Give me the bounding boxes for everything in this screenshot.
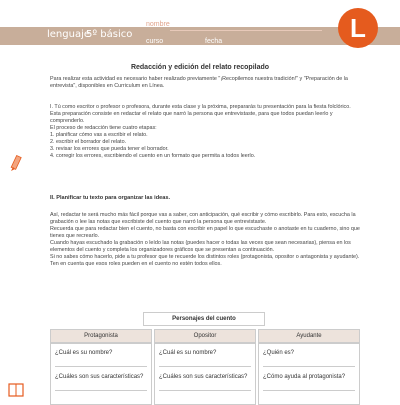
page-title: Redacción y edición del relato recopilado bbox=[130, 64, 270, 71]
nombre-label: nombre bbox=[146, 21, 170, 28]
answer-line[interactable] bbox=[263, 390, 355, 391]
nombre-field[interactable] bbox=[170, 30, 322, 31]
book-icon bbox=[6, 380, 26, 400]
subject-label: lenguaje bbox=[47, 29, 91, 40]
table-caption: Personajes del cuento bbox=[143, 312, 265, 326]
answer-line[interactable] bbox=[55, 390, 147, 391]
curso-label: curso bbox=[146, 38, 164, 45]
question-who: ¿Quién es? bbox=[263, 350, 295, 356]
s1-p3: El proceso de redacción tiene cuatro etapas: bbox=[50, 125, 157, 131]
subject-badge: L bbox=[338, 8, 378, 48]
section-1 bbox=[50, 104, 360, 160]
column-opositor bbox=[154, 343, 256, 405]
worksheet-header bbox=[0, 0, 400, 58]
curso-field[interactable] bbox=[165, 46, 201, 47]
s1-p6: 3. revisar los errores que pueda tener el borrador. bbox=[50, 146, 169, 152]
answer-line[interactable] bbox=[55, 366, 147, 367]
fecha-field[interactable] bbox=[225, 46, 322, 47]
intro-text: Para realizar esta actividad es necesario haber realizado previamente "¡Recopilemos nuestra tradición!" y "Preparación de la entrevista", disponibles en Curriculum en Línea. bbox=[50, 76, 348, 89]
fecha-label: fecha bbox=[205, 38, 223, 45]
question-characteristics: ¿Cuáles son sus características? bbox=[55, 374, 144, 380]
answer-line[interactable] bbox=[263, 366, 355, 367]
question-name: ¿Cuál es su nombre? bbox=[159, 350, 217, 356]
s1-p5: 2. escribir el borrador del relato. bbox=[50, 139, 127, 145]
section-2 bbox=[50, 212, 360, 268]
s2-p3: Cuando hayas escuchado la grabación o leído las notas (puedes hacer o todas las veces que sean necesarias), piensa en los elementos del cuento y completa los organizadores gráficos que se presentan a continuación. bbox=[50, 240, 351, 253]
s1-p4: 1. planificar cómo vas a escribir el relato. bbox=[50, 132, 148, 138]
column-header-ayudante: Ayudante bbox=[258, 329, 360, 343]
question-how-helps: ¿Cómo ayuda al protagonista? bbox=[263, 374, 346, 380]
column-header-opositor: Opositor bbox=[154, 329, 256, 343]
column-header-protagonista: Protagonista bbox=[50, 329, 152, 343]
question-characteristics: ¿Cuáles son sus características? bbox=[159, 374, 248, 380]
s2-p2: Recuerda que para redactar bien el cuento, no basta con escribir en papel lo que escuchaste o anotaste en tu cuaderno, sino que tienes que recrearlo. bbox=[50, 226, 360, 239]
grade-label: 5º básico bbox=[86, 29, 133, 40]
s1-p7: 4. corregir los errores, escribiendo el cuento en un formato que permita a todos leerlo. bbox=[50, 153, 256, 159]
s2-p1: Así, redactar te será mucho más fácil porque vas a saber, con anticipación, qué escribir y cómo escribirlo. Para esto, escucha la grabación o lee las notas que escribiste del cuento que narró la persona que entrevistaste. bbox=[50, 212, 356, 225]
s1-p2: Esta preparación consiste en redactar el relato que narró la persona que entrevistaste, para que todos puedan leerlo y comprenderlo. bbox=[50, 111, 333, 124]
column-protagonista bbox=[50, 343, 152, 405]
question-name: ¿Cuál es su nombre? bbox=[55, 350, 113, 356]
column-ayudante bbox=[258, 343, 360, 405]
section-2-heading: II. Planificar tu texto para organizar las ideas. bbox=[50, 195, 170, 201]
s2-p4: Si no sabes cómo hacerlo, pide a tu profesor que te recuerde los distintos roles (protagonista, opositor o antagonista y ayudante). Ten en cuenta que esos roles pueden en el cuento no estén todos ellos. bbox=[50, 254, 360, 267]
s1-p1: I. Tú como escritor o profesor o profesora, durante esta clase y la próxima, prepararás tu presentación para la fiesta folclórico. bbox=[50, 104, 351, 110]
intro-paragraph bbox=[50, 76, 360, 90]
pencil-icon bbox=[6, 154, 26, 174]
answer-line[interactable] bbox=[159, 366, 251, 367]
answer-line[interactable] bbox=[159, 390, 251, 391]
